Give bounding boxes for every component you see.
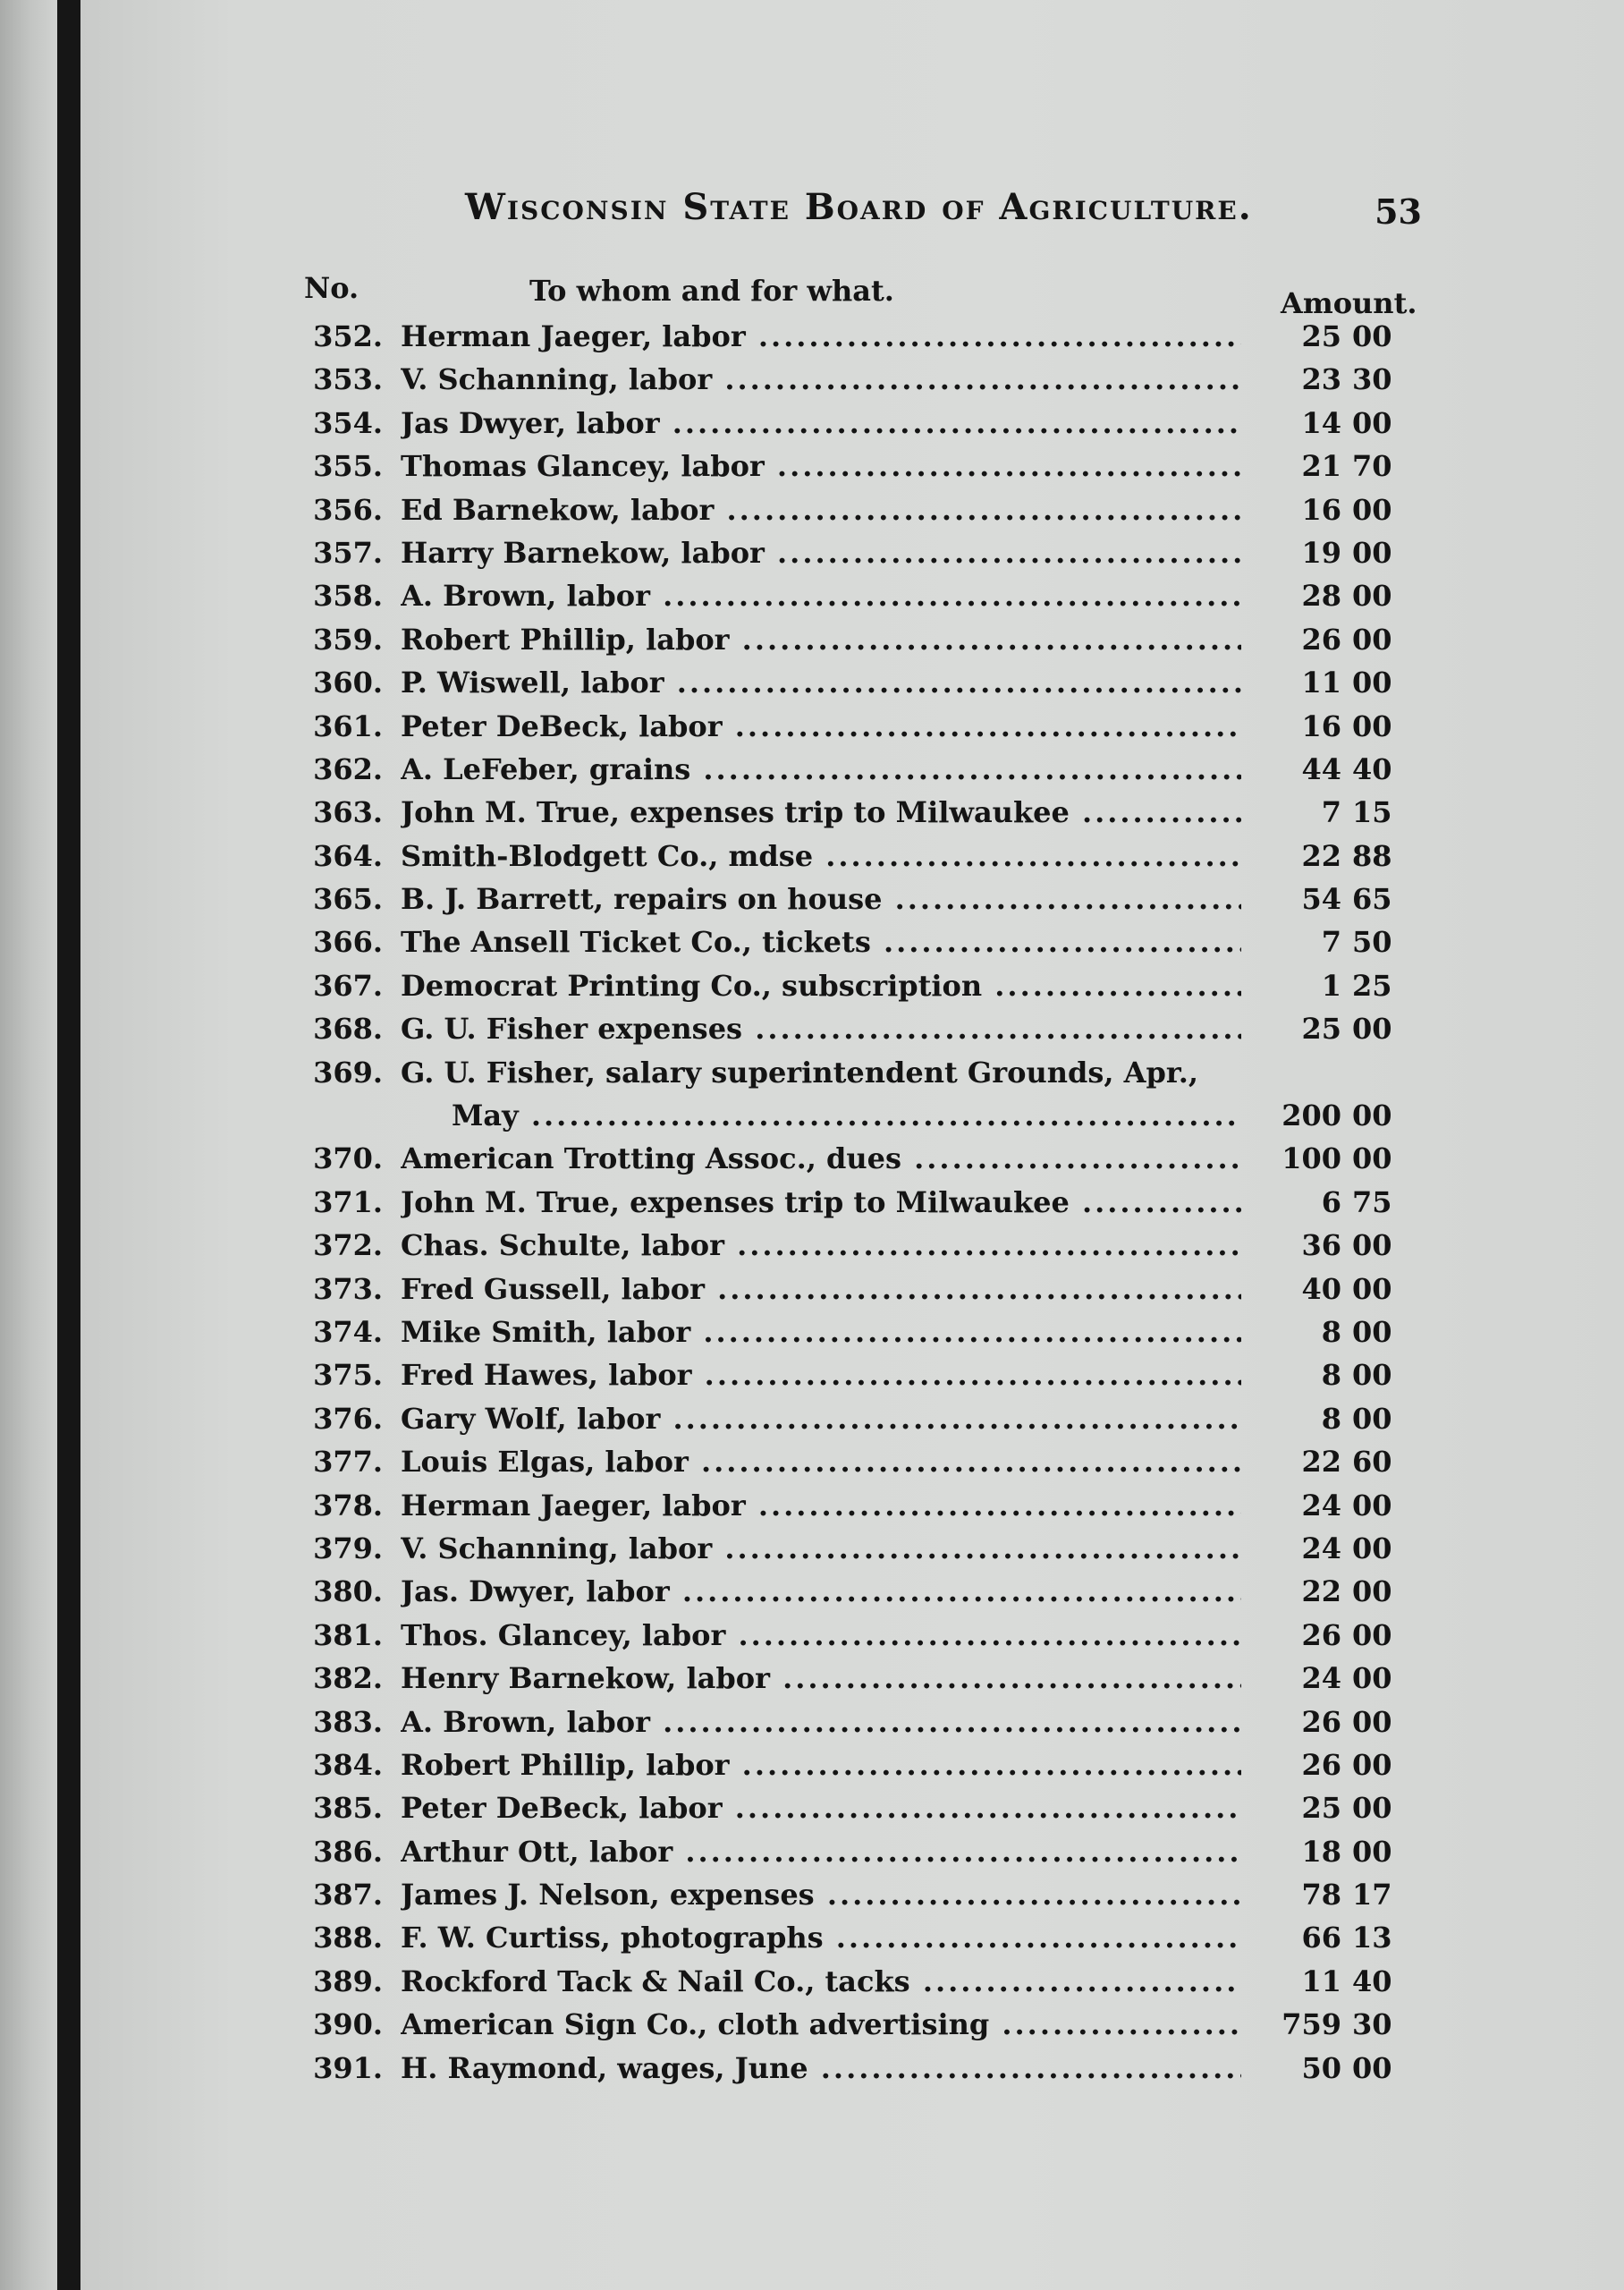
- ledger-row: [0, 878, 1624, 920]
- entry-amount-cents: 25: [1352, 968, 1392, 1003]
- entry-description: B. J. Barrett, repairs on house .....: [401, 878, 1241, 920]
- entry-description: H. Raymond, wages, June .....: [401, 2047, 1241, 2090]
- entry-amount-cents: 00: [1352, 1791, 1392, 1826]
- entry-number: 363.: [313, 795, 383, 830]
- entry-number: 387.: [313, 1878, 383, 1913]
- ledger-row: [0, 2003, 1624, 2046]
- entry-amount-cents: 00: [1352, 1228, 1392, 1263]
- ledger-row: [0, 402, 1624, 445]
- ledger-row: [0, 1657, 1624, 1700]
- entry-amount-cents: 00: [1352, 1012, 1392, 1047]
- entry-number: 362.: [313, 751, 383, 786]
- page-number: 53: [1374, 191, 1422, 232]
- ledger-row: [0, 705, 1624, 748]
- entry-amount-cents: 00: [1352, 1358, 1392, 1393]
- entry-number: 382.: [313, 1661, 383, 1696]
- entry-amount-dollars: 759: [1281, 2007, 1341, 2042]
- entry-number: 359.: [313, 622, 383, 657]
- entry-amount-cents: 00: [1352, 1141, 1392, 1176]
- ledger-row: [0, 1353, 1624, 1396]
- entry-number: 390.: [313, 2007, 383, 2042]
- entry-amount-dollars: 11: [1301, 1963, 1341, 1998]
- entry-amount-cents: 00: [1352, 319, 1392, 353]
- entry-description: Mike Smith, labor .....: [401, 1310, 1241, 1353]
- entry-number: 379.: [313, 1531, 383, 1565]
- entry-description: Thomas Glancey, labor .....: [401, 445, 1241, 488]
- entry-amount-dollars: 23: [1301, 362, 1341, 397]
- entry-amount-dollars: 21: [1301, 449, 1341, 484]
- entry-amount-cents: 00: [1352, 1401, 1392, 1436]
- entry-number: 367.: [313, 968, 383, 1003]
- entry-number: 356.: [313, 492, 383, 527]
- entry-description: Herman Jaeger, labor .....: [401, 1484, 1241, 1527]
- running-head: Wisconsin State Board of Agriculture.: [465, 186, 1253, 228]
- entry-description: Louis Elgas, labor .....: [401, 1440, 1241, 1483]
- entry-amount-cents: 75: [1352, 1184, 1392, 1219]
- entry-amount-cents: 00: [1352, 1488, 1392, 1522]
- entry-amount-dollars: 8: [1321, 1358, 1341, 1393]
- entry-description: Ed Barnekow, labor .....: [401, 488, 1241, 531]
- entry-amount-cents: 17: [1352, 1878, 1392, 1913]
- entry-number: 366.: [313, 925, 383, 960]
- entry-number: 383.: [313, 1704, 383, 1739]
- ledger-row: [0, 1181, 1624, 1224]
- entry-description: V. Schanning, labor .....: [401, 358, 1241, 401]
- entry-amount-dollars: 1: [1321, 968, 1341, 1003]
- entry-number: 365.: [313, 882, 383, 917]
- entry-number: 353.: [313, 362, 383, 397]
- entry-amount-dollars: 25: [1301, 1791, 1341, 1826]
- entry-amount-dollars: 8: [1321, 1401, 1341, 1436]
- entry-amount-cents: 00: [1352, 1271, 1392, 1306]
- entry-number: 380.: [313, 1574, 383, 1609]
- ledger-row: [0, 791, 1624, 834]
- ledger-row: [0, 358, 1624, 401]
- entry-amount-dollars: 25: [1301, 319, 1341, 353]
- entry-amount-cents: 00: [1352, 1834, 1392, 1869]
- entry-amount-cents: 00: [1352, 1661, 1392, 1696]
- entry-amount-dollars: 18: [1301, 1834, 1341, 1869]
- ledger-row: [0, 1440, 1624, 1483]
- ledger-row: [0, 574, 1624, 617]
- ledger-row: [0, 920, 1624, 963]
- ledger-row: [0, 1007, 1624, 1050]
- entry-number: 371.: [313, 1184, 383, 1219]
- ledger-row: [0, 1743, 1624, 1786]
- entry-number: 370.: [313, 1141, 383, 1176]
- entry-description: The Ansell Ticket Co., tickets .....: [401, 920, 1241, 963]
- entry-description-continued: May .....: [452, 1094, 1241, 1137]
- entry-number: 374.: [313, 1315, 383, 1349]
- entry-amount-dollars: 26: [1301, 1704, 1341, 1739]
- entry-amount-cents: 00: [1352, 535, 1392, 570]
- entry-amount-cents: 00: [1352, 708, 1392, 743]
- entry-amount-cents: 00: [1352, 1617, 1392, 1652]
- ledger-row: [0, 315, 1624, 358]
- entry-amount-cents: 30: [1352, 362, 1392, 397]
- entry-amount-dollars: 100: [1281, 1141, 1341, 1176]
- entry-description: Robert Phillip, labor .....: [401, 618, 1241, 661]
- entry-number: 354.: [313, 405, 383, 440]
- entry-amount-dollars: 19: [1301, 535, 1341, 570]
- entry-number: 384.: [313, 1747, 383, 1782]
- entry-description: Jas. Dwyer, labor .....: [401, 1570, 1241, 1613]
- entry-number: 373.: [313, 1271, 383, 1306]
- entry-number: 377.: [313, 1445, 383, 1480]
- column-header-no: No.: [304, 271, 359, 305]
- entry-description: American Trotting Assoc., dues .....: [401, 1137, 1241, 1180]
- entry-number: 357.: [313, 535, 383, 570]
- entry-amount-dollars: 28: [1301, 579, 1341, 614]
- entry-amount-dollars: 54: [1301, 882, 1341, 917]
- entry-number: 369.: [313, 1055, 383, 1090]
- entry-amount-dollars: 26: [1301, 622, 1341, 657]
- ledger-row: [0, 1960, 1624, 2003]
- entry-description: Peter DeBeck, labor .....: [401, 1786, 1241, 1829]
- entry-amount-dollars: 22: [1301, 838, 1341, 873]
- entry-amount-cents: 30: [1352, 2007, 1392, 2042]
- entry-amount-dollars: 8: [1321, 1315, 1341, 1349]
- entry-number: 386.: [313, 1834, 383, 1869]
- entry-amount-dollars: 22: [1301, 1445, 1341, 1480]
- ledger-row: [0, 1310, 1624, 1353]
- ledger-row: [0, 1137, 1624, 1180]
- entry-amount-dollars: 50: [1301, 2050, 1341, 2085]
- entry-description: G. U. Fisher expenses .....: [401, 1007, 1241, 1050]
- entry-amount-dollars: 44: [1301, 751, 1341, 786]
- entry-amount-dollars: 14: [1301, 405, 1341, 440]
- entry-amount-cents: 40: [1352, 751, 1392, 786]
- column-header-amount: Amount.: [1281, 286, 1417, 320]
- entry-description: Gary Wolf, labor .....: [401, 1397, 1241, 1440]
- entry-description: G. U. Fisher, salary superintendent Grounds, Apr.,: [401, 1055, 1199, 1090]
- ledger-row: [0, 964, 1624, 1007]
- entry-description: James J. Nelson, expenses .....: [401, 1873, 1241, 1916]
- entry-amount-dollars: 11: [1301, 666, 1341, 700]
- ledger-row: [0, 661, 1624, 704]
- entry-amount-dollars: 16: [1301, 708, 1341, 743]
- ledger-row: [0, 1268, 1624, 1310]
- entry-number: 361.: [313, 708, 383, 743]
- entry-amount-cents: 00: [1352, 622, 1392, 657]
- entry-amount-cents: 00: [1352, 1315, 1392, 1349]
- entry-amount-dollars: 36: [1301, 1228, 1341, 1263]
- entry-amount-cents: 00: [1352, 1704, 1392, 1739]
- entry-number: 385.: [313, 1791, 383, 1826]
- entry-number: 375.: [313, 1358, 383, 1393]
- entry-number: 381.: [313, 1617, 383, 1652]
- entry-amount-cents: 50: [1352, 925, 1392, 960]
- entry-description: P. Wiswell, labor .....: [401, 661, 1241, 704]
- entry-amount-cents: 00: [1352, 1531, 1392, 1565]
- ledger-row: [0, 1701, 1624, 1743]
- entry-amount-dollars: 24: [1301, 1531, 1341, 1565]
- entry-amount-dollars: 22: [1301, 1574, 1341, 1609]
- entry-description: V. Schanning, labor .....: [401, 1527, 1241, 1570]
- ledger-row: [0, 1397, 1624, 1440]
- entry-amount-cents: 00: [1352, 579, 1392, 614]
- entry-amount-dollars: 66: [1301, 1921, 1341, 1955]
- entry-description: F. W. Curtiss, photographs .....: [401, 1916, 1241, 1959]
- ledger-row: [0, 1830, 1624, 1873]
- entry-amount-dollars: 78: [1301, 1878, 1341, 1913]
- entry-amount-dollars: 24: [1301, 1488, 1341, 1522]
- entry-description: John M. True, expenses trip to Milwaukee .....: [401, 791, 1241, 834]
- column-header-description: To whom and for what.: [529, 274, 894, 308]
- entry-description: A. LeFeber, grains .....: [401, 748, 1241, 791]
- ledger-row: [0, 1570, 1624, 1613]
- ledger-row: [0, 445, 1624, 488]
- entry-number: 368.: [313, 1012, 383, 1047]
- entry-description: Democrat Printing Co., subscription .....: [401, 964, 1241, 1007]
- entry-amount-cents: 60: [1352, 1445, 1392, 1480]
- entry-number: 388.: [313, 1921, 383, 1955]
- entry-number: 391.: [313, 2050, 383, 2085]
- ledger-row: [0, 1873, 1624, 1916]
- entry-amount-cents: 00: [1352, 666, 1392, 700]
- entry-amount-cents: 65: [1352, 882, 1392, 917]
- entry-number: 358.: [313, 579, 383, 614]
- ledger-row: [0, 531, 1624, 574]
- ledger-row: [0, 1224, 1624, 1267]
- entry-amount-cents: 15: [1352, 795, 1392, 830]
- entry-amount-cents: 00: [1352, 492, 1392, 527]
- entry-amount-cents: 00: [1352, 1747, 1392, 1782]
- entry-amount-cents: 00: [1352, 405, 1392, 440]
- entry-description: Arthur Ott, labor .....: [401, 1830, 1241, 1873]
- entry-amount-dollars: 7: [1321, 795, 1341, 830]
- entry-amount-dollars: 16: [1301, 492, 1341, 527]
- entry-number: 372.: [313, 1228, 383, 1263]
- entry-number: 364.: [313, 838, 383, 873]
- entry-description: American Sign Co., cloth advertising .....: [401, 2003, 1241, 2046]
- entry-description: Smith-Blodgett Co., mdse .....: [401, 835, 1241, 878]
- ledger-row: [0, 1484, 1624, 1527]
- entry-description: Peter DeBeck, labor .....: [401, 705, 1241, 748]
- ledger-row: [0, 748, 1624, 791]
- entry-number: 360.: [313, 666, 383, 700]
- ledger-row: [0, 1916, 1624, 1959]
- entry-number: 389.: [313, 1963, 383, 1998]
- ledger-row: [0, 835, 1624, 878]
- entry-description: Henry Barnekow, labor .....: [401, 1657, 1241, 1700]
- entry-amount-dollars: 24: [1301, 1661, 1341, 1696]
- entry-description: John M. True, expenses trip to Milwaukee .....: [401, 1181, 1241, 1224]
- ledger-row: [0, 1614, 1624, 1657]
- entry-amount-dollars: 26: [1301, 1617, 1341, 1652]
- ledger-entries: [0, 315, 1624, 2090]
- entry-amount-cents: 00: [1352, 2050, 1392, 2085]
- entry-amount-cents: 88: [1352, 838, 1392, 873]
- entry-number: 352.: [313, 319, 383, 353]
- entry-amount-cents: 13: [1352, 1921, 1392, 1955]
- entry-description: Fred Hawes, labor .....: [401, 1353, 1241, 1396]
- entry-amount-dollars: 25: [1301, 1012, 1341, 1047]
- entry-description: Fred Gussell, labor .....: [401, 1268, 1241, 1310]
- entry-description: Herman Jaeger, labor .....: [401, 315, 1241, 358]
- entry-description: Harry Barnekow, labor .....: [401, 531, 1241, 574]
- ledger-row: [0, 1786, 1624, 1829]
- ledger-row: [0, 618, 1624, 661]
- entry-amount-dollars: 6: [1321, 1184, 1341, 1219]
- entry-amount-dollars: 200: [1281, 1098, 1341, 1133]
- entry-amount-cents: 00: [1352, 1574, 1392, 1609]
- entry-number: 376.: [313, 1401, 383, 1436]
- entry-description: Chas. Schulte, labor .....: [401, 1224, 1241, 1267]
- ledger-row: [0, 1051, 1624, 1138]
- entry-amount-dollars: 7: [1321, 925, 1341, 960]
- entry-amount-cents: 00: [1352, 1098, 1392, 1133]
- entry-description: Robert Phillip, labor .....: [401, 1743, 1241, 1786]
- entry-description: Jas Dwyer, labor .....: [401, 402, 1241, 445]
- entry-amount-cents: 70: [1352, 449, 1392, 484]
- entry-number: 378.: [313, 1488, 383, 1522]
- entry-description: Thos. Glancey, labor .....: [401, 1614, 1241, 1657]
- ledger-row: [0, 2047, 1624, 2090]
- entry-amount-dollars: 40: [1301, 1271, 1341, 1306]
- entry-description: Rockford Tack & Nail Co., tacks .....: [401, 1960, 1241, 2003]
- entry-number: 355.: [313, 449, 383, 484]
- entry-amount-cents: 40: [1352, 1963, 1392, 1998]
- entry-description: A. Brown, labor .....: [401, 574, 1241, 617]
- ledger-row: [0, 1527, 1624, 1570]
- entry-amount-dollars: 26: [1301, 1747, 1341, 1782]
- entry-description: A. Brown, labor .....: [401, 1701, 1241, 1743]
- ledger-row: [0, 488, 1624, 531]
